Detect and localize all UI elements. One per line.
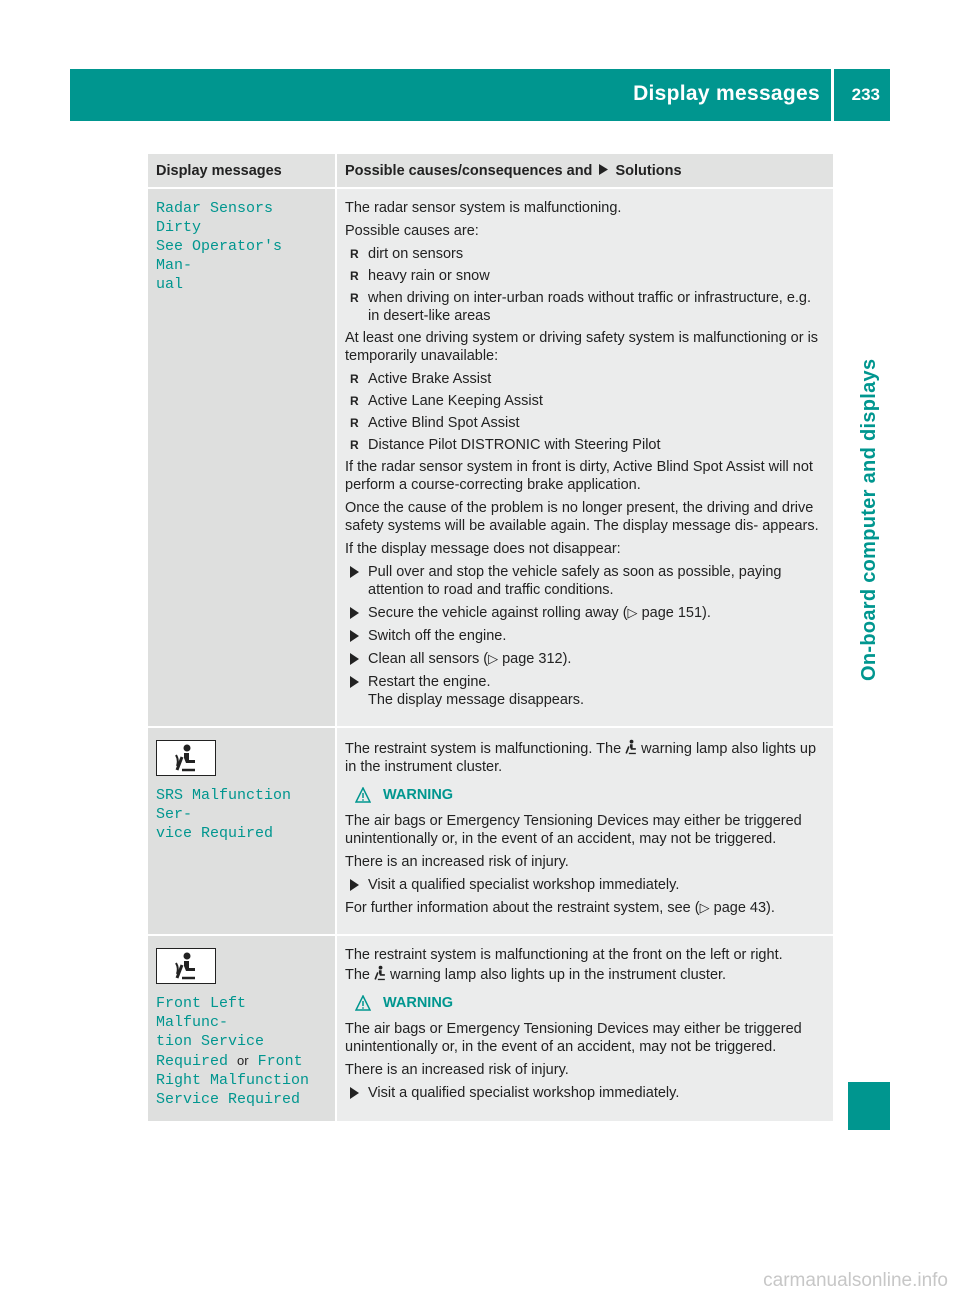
message-cell bbox=[148, 188, 336, 727]
table-row bbox=[148, 727, 833, 935]
display-message-text: SRS Malfunction Ser‐ vice Required bbox=[156, 787, 292, 842]
action-arrow-icon bbox=[350, 630, 359, 642]
warning-heading: WARNING bbox=[355, 994, 825, 1012]
action-arrow-icon bbox=[350, 676, 359, 688]
action-arrow-icon bbox=[350, 566, 359, 578]
page-reference-link[interactable]: page 43). bbox=[713, 900, 775, 916]
display-messages-table bbox=[148, 154, 833, 1121]
seat-airbag-icon bbox=[156, 740, 216, 776]
warning-heading: WARNING bbox=[355, 786, 825, 804]
column-header-causes: Possible causes/consequences and Solutions bbox=[336, 154, 833, 188]
page-reference-link[interactable]: page 151). bbox=[641, 605, 711, 621]
action-step: Pull over and stop the vehicle safely as soon as possible, paying attention to road and traffic conditions. bbox=[350, 563, 825, 599]
causes-cell: The radar sensor system is malfunctioning. Possible causes are: R dirt on sensors R heavy rain or snow R when driving on inter-urban roads without traffic or infrastructure, e.g. in desert-like areas At least one driving system or driving safety system is malfunctioning or is temporarily unavailable: R Active Brake Assist R Active Lane Keeping Assist R Active Blind Spot Assist R Distance Pilot DISTRONIC with Steering Pilot If the radar sensor system in front is dirty, Active Blind Spot Assist will not perform a course-correcting brake application. Once the cause of the problem is no longer present, the driving and drive safety systems will be available again. The display message dis‐ appears. If the display message does not disappear: Pull over and stop the vehicle safely as soon as possible, paying attention to road and traffic conditions. Secure the vehicle against rolling away (▷ page 151). Switch off the engine. Clean all sensors (▷ page 312). Restart the engine. The display message disappears. bbox=[336, 188, 833, 727]
table-header-row bbox=[148, 154, 833, 188]
causes-cell: The restraint system is malfunctioning. The warning lamp also lights up in the instrument cluster. WARNING The air bags or Emergency Tensioning Devices may either be triggered unintentionally or, in the event of an accident, may not be triggered. There is an increased risk of injury. Visit a qualified specialist workshop immediately. For further information about the restraint system, see (▷ page 43). bbox=[336, 727, 833, 935]
action-arrow-icon bbox=[350, 653, 359, 665]
action-arrow-icon bbox=[598, 163, 609, 176]
seat-airbag-icon bbox=[373, 964, 387, 982]
action-step: Visit a qualified specialist workshop immediately. bbox=[350, 1084, 825, 1102]
list-item: R when driving on inter-urban roads without traffic or infrastructure, e.g. in desert-like areas bbox=[350, 289, 825, 325]
message-cell bbox=[148, 727, 336, 935]
header-bar bbox=[70, 69, 890, 121]
side-tab-marker bbox=[848, 1082, 890, 1130]
action-step: Restart the engine. The display message disappears. bbox=[350, 673, 825, 709]
page-ref-icon: ▷ bbox=[627, 605, 638, 620]
list-item: R Active Blind Spot Assist bbox=[350, 414, 825, 432]
action-arrow-icon bbox=[350, 607, 359, 619]
side-tab-label: On-board computer and displays bbox=[858, 358, 880, 681]
seat-airbag-icon bbox=[156, 948, 216, 984]
causes-cell: The restraint system is malfunctioning at the front on the left or right. The warning lamp also lights up in the instrument cluster. WARNING The air bags or Emergency Tensioning Devices may either be triggered unintentionally or, in the event of an accident, may not be triggered. There is an increased risk of injury. Visit a qualified specialist workshop immediately. bbox=[336, 935, 833, 1121]
display-message-text: Front Left Malfunc‐ tion Service Required or Front Right Malfunction Service Required bbox=[156, 995, 310, 1108]
page-title: Display messages bbox=[633, 82, 820, 105]
action-arrow-icon bbox=[350, 1087, 359, 1099]
page-number: 233 bbox=[851, 85, 880, 104]
table-row bbox=[148, 935, 833, 1121]
watermark: carmanualsonline.info bbox=[763, 1270, 948, 1291]
action-arrow-icon bbox=[350, 879, 359, 891]
column-header-messages: Display messages bbox=[148, 154, 336, 188]
page-ref-icon: ▷ bbox=[699, 900, 710, 915]
page-reference-link[interactable]: page 312). bbox=[502, 651, 572, 667]
action-step: Visit a qualified specialist workshop immediately. bbox=[350, 876, 825, 894]
list-item: R Active Lane Keeping Assist bbox=[350, 392, 825, 410]
list-item: R heavy rain or snow bbox=[350, 267, 825, 285]
action-step: Clean all sensors (▷ page 312). bbox=[350, 650, 825, 668]
warning-triangle-icon bbox=[355, 787, 371, 803]
seat-airbag-icon bbox=[624, 738, 638, 756]
action-step: Switch off the engine. bbox=[350, 627, 825, 645]
list-item: R Distance Pilot DISTRONIC with Steering Pilot bbox=[350, 436, 825, 454]
header-divider bbox=[831, 69, 834, 121]
display-message-text: Radar Sensors Dirty See Operator's Man‐ ual bbox=[156, 200, 283, 293]
table-row bbox=[148, 188, 833, 727]
warning-triangle-icon bbox=[355, 995, 371, 1011]
page-ref-icon: ▷ bbox=[488, 651, 499, 666]
list-item: R Active Brake Assist bbox=[350, 370, 825, 388]
message-cell bbox=[148, 935, 336, 1121]
list-item: R dirt on sensors bbox=[350, 245, 825, 263]
action-step: Secure the vehicle against rolling away (▷ page 151). bbox=[350, 604, 825, 622]
